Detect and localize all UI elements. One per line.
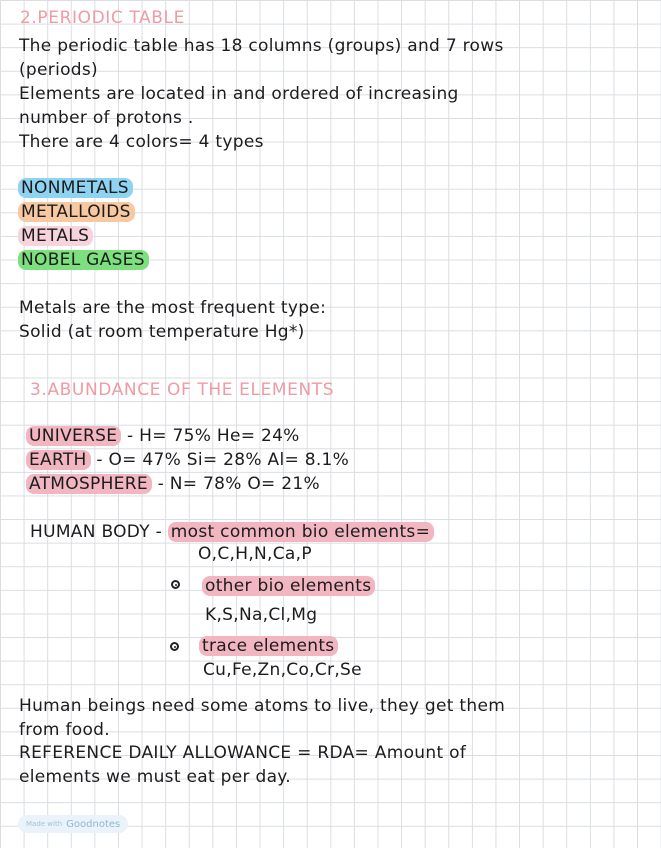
- watermark-brand: Goodnotes: [66, 818, 121, 830]
- section-title-periodic-table: 2.PERIODIC TABLE: [20, 8, 185, 28]
- type-nobel-gases: [18, 248, 149, 272]
- goodnotes-watermark: [18, 815, 128, 833]
- human-body-label: HUMAN BODY -: [30, 522, 168, 542]
- abundance-earth: [26, 448, 349, 472]
- type-metalloids: [18, 200, 135, 224]
- abundance-label: EARTH: [26, 450, 91, 470]
- other-bio-label: other bio elements: [202, 576, 375, 596]
- other-bio-line: [202, 574, 375, 598]
- text-line: Metals are the most frequent type:: [19, 298, 327, 318]
- abundance-values: - H= 75% He= 24%: [121, 426, 300, 446]
- text-line: Solid (at room temperature Hg*): [19, 322, 305, 342]
- abundance-values: - O= 47% Si= 28% Al= 8.1%: [90, 450, 350, 470]
- trace-list: Cu,Fe,Zn,Co,Cr,Se: [203, 660, 362, 680]
- text-line: REFERENCE DAILY ALLOWANCE = RDA= Amount of: [19, 743, 467, 763]
- watermark-prefix: Made with: [26, 820, 63, 828]
- type-label: NONMETALS: [18, 178, 133, 198]
- abundance-universe: [26, 424, 300, 448]
- common-bio-list: O,C,H,N,Ca,P: [198, 544, 312, 564]
- type-metals: [18, 224, 93, 248]
- bullet-icon: [170, 642, 179, 651]
- other-bio-list: K,S,Na,Cl,Mg: [205, 605, 318, 625]
- text-line: (periods): [19, 60, 98, 80]
- text-line: number of protons .: [19, 108, 194, 128]
- section-title-abundance: 3.ABUNDANCE OF THE ELEMENTS: [30, 380, 335, 400]
- bullet-icon: [171, 580, 180, 589]
- trace-line: [199, 634, 338, 658]
- text-line: Human beings need some atoms to live, they get them: [19, 696, 506, 716]
- text-line: elements we must eat per day.: [19, 767, 291, 787]
- text-line: Elements are located in and ordered of increasing: [19, 84, 459, 104]
- text-line: from food.: [19, 720, 110, 740]
- abundance-atmosphere: [26, 472, 320, 496]
- human-body-line: [30, 520, 434, 544]
- type-label: NOBEL GASES: [18, 250, 149, 270]
- abundance-label: ATMOSPHERE: [26, 474, 152, 494]
- text-line: There are 4 colors= 4 types: [19, 132, 264, 152]
- type-nonmetals: [18, 176, 133, 200]
- abundance-label: UNIVERSE: [26, 426, 121, 446]
- trace-label: trace elements: [199, 636, 338, 656]
- type-label: METALS: [18, 226, 93, 246]
- common-bio-label: most common bio elements=: [168, 522, 434, 542]
- abundance-values: - N= 78% O= 21%: [151, 474, 320, 494]
- text-line: The periodic table has 18 columns (groups) and 7 rows: [19, 36, 504, 56]
- type-label: METALLOIDS: [18, 202, 135, 222]
